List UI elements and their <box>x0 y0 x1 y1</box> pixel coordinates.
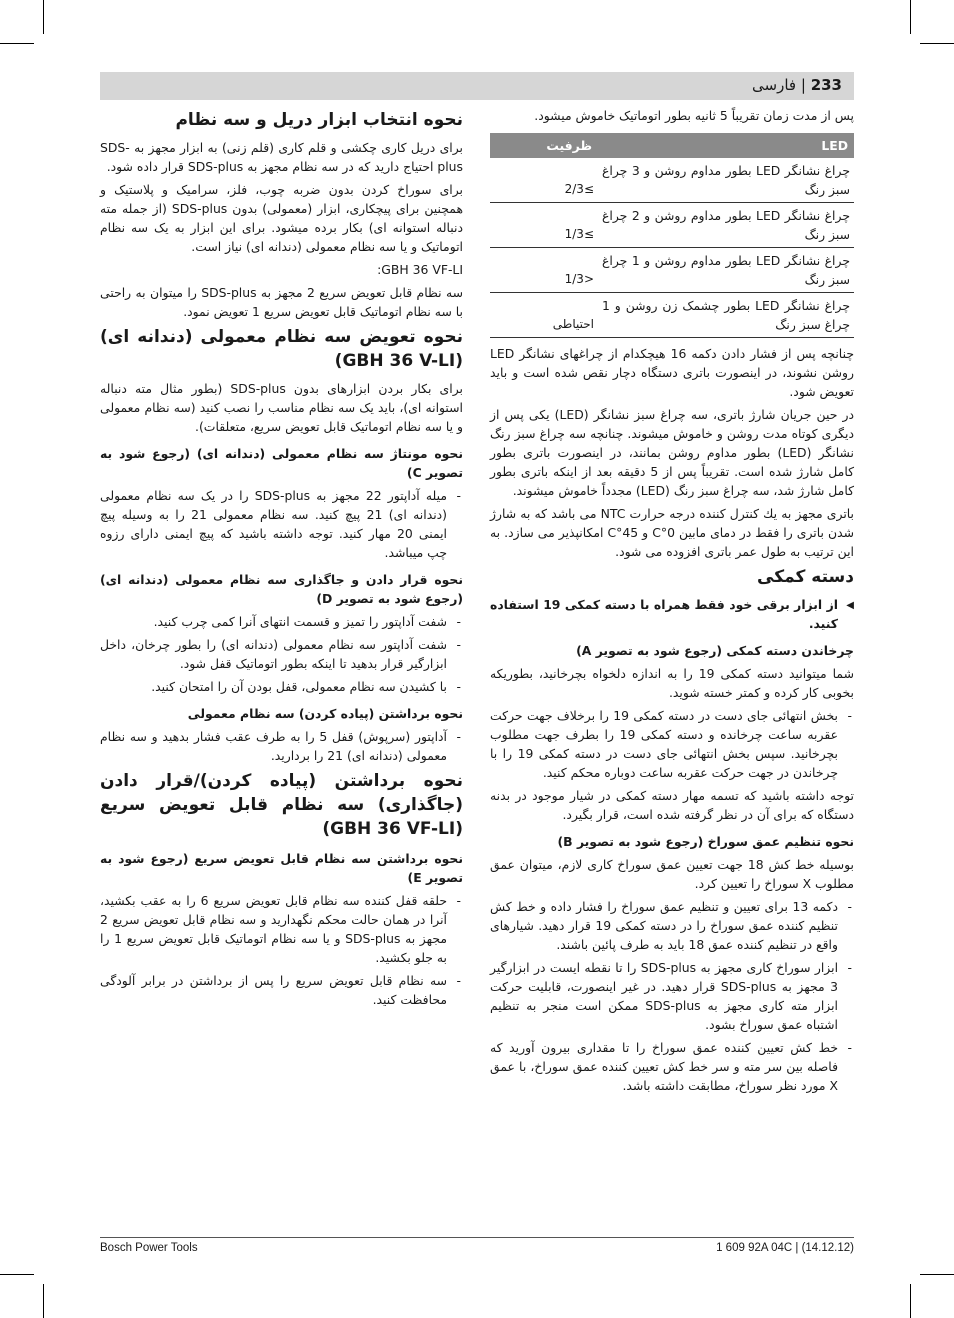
subheading: نحوه برداشتن (پیاده کردن) سه نظام معمولی <box>187 706 463 721</box>
paragraph: سه نظام قابل تعویض سریع 2 مجهز به SDS-plus را میتوان به راحتی با سه نظام اتوماتیک قابل تعویض سریع 1 تعویض نمود. <box>100 285 464 319</box>
section-heading: نحوه انتخاب ابزار دریل و سه نظام <box>175 110 463 130</box>
header-language: فارسی <box>752 76 797 94</box>
crop-mark-tl-v <box>43 0 44 34</box>
list-item: - دکمه 13 برای تعیین و تنظیم عمق سوراخ را فشار داده و خط کش تنظیم کننده عمق سوراخ را در دسته کمکی 19 قرار دهید. شیارهای واقع در تنظیم کننده عمق 18 باید به طرف پائین باشند. <box>490 897 854 954</box>
crop-mark-tr-v <box>910 0 911 34</box>
crop-mark-bl-v <box>43 1284 44 1318</box>
paragraph: برای بکار بردن ابزارهای بدون SDS-plus (بطور مثال مته دنباله استوانه ای)، باید یک سه نظام مناسب را نصب کنید (سه نظام معمولی و یا سه نظام اتوماتیک قابل تعویض سریع، متعلقات). <box>100 381 463 434</box>
list-item: - شفت آداپتور را تمیز و قسمت انتهای آنرا کمی چرب کنید. <box>100 612 463 631</box>
subheading: نحوه تنظیم عمق سوراخ (رجوع شود به تصویر B) <box>557 834 854 849</box>
paragraph: GBH 36 VF-LI: <box>377 262 463 277</box>
section-heading: نحوه برداشتن (پیاده کردن)/قرار دادن (جاگذاری) سه نظام قابل تعویض سریع (GBH 36 VF-LI) <box>100 771 463 839</box>
subheading: چرخاندن دسته کمکی (رجوع شود به تصویر A) <box>576 643 854 658</box>
table-row <box>490 158 854 203</box>
header-bar <box>100 72 854 100</box>
section-heading-auxiliary-handle: دسته کمکی <box>757 567 854 587</box>
table-row <box>490 203 854 248</box>
paragraph: در حین جریان شارژ باتری، سه چراغ سبز نشانگر (LED) یکی پس از دیگری کوتاه مدت روشن و خاموش میشوند. چنانچه سه چراغ سبز رنگ نشانگر (LED) بطور مداوم روشن بمانند، در اینصورت باتری بطور کامل شارژ شده است. تقریباً پس از 5 دقیقه بعد از اینکه باتری بطور کامل شارژ شد، سه چراغ سبز رنگ (LED) مجدداً خاموش میشوند. <box>490 407 854 498</box>
led-capacity-table <box>490 133 854 338</box>
paragraph: چنانچه پس از فشار دادن دکمه 16 هیچکدام از چراغهای نشانگر LED روشن نشوند، در اینصورت باتری دستگاه دچار نقص شده است و باید تعویض شود. <box>490 346 854 399</box>
paragraph: شما میتوانید دسته کمکی 19 را به اندازه دلخواه بچرخانید، بطوریکه بخوبی کار کرده و کمتر خسته شوید. <box>490 666 854 700</box>
footer-rule <box>100 1237 854 1238</box>
subheading: نحوه قرار دادن و جاگذاری سه نظام معمولی (دندانه ای) (رجوع شود به تصویر D) <box>100 572 463 606</box>
footer-doc-number: 1 609 92A 04C | (14.12.12) <box>716 1242 854 1254</box>
footer-brand: Bosch Power Tools <box>100 1242 198 1254</box>
paragraph: برای دریل کاری چکشی و قلم کاری (قلم زنی) به ابزار مجهز به SDS-plus احتیاج دارید که در سه نظام مجهز به SDS-plus قرار داده شود. <box>100 140 463 174</box>
paragraph: پس از مدت زمان تقریباً 5 ثانیه بطور اتوماتیک خاموش میشود. <box>534 108 854 123</box>
table-header-led: LED <box>598 133 854 158</box>
list-item: - آداپتور (سرپوش) قفل 5 را به طرف عقب فشار بدهید و سه نظام معمولی (دندانه ای) 21 را بردارید. <box>100 727 463 765</box>
paragraph: بوسیله خط کش 18 جهت تعیین عمق سوراخ کاری لازم، میتوان عمق مطلوب X سوراخ را تعیین کرد. <box>490 857 854 891</box>
paragraph: باتری مجهز به یك كنترل كننده درجه حرارت NTC می باشد كه به شارژ شدن باتری را فقط در دمای مابين 0°C و 45°C امكانپذیر می سازد. به این ترتیب به طول عمر باتری افزوده می شود. <box>490 506 854 559</box>
right-column <box>490 106 854 1099</box>
left-column <box>100 106 463 1013</box>
capacity-cell: احتیاطی <box>490 293 598 338</box>
table-header-capacity: ظرفیت <box>490 133 598 158</box>
subheading: نحوه برداشتن سه نظام قابل تعویض سریع (رجوع شود به تصویر E) <box>100 851 463 885</box>
paragraph: برای سوراخ کردن بدون ضربه چوب، فلز، سرامیک و پلاستیک و همچنین برای پیچکاری، ابزار (معمولی) بدون SDS-plus (از جمله مته دنباله استوانه ای) بکار برده میشود. برای این ابزار به یک سه نظام اتوماتیک و یا سه نظام معمولی (دندانه ای) نیاز است. <box>100 182 463 254</box>
crop-mark-tr-h <box>920 43 954 44</box>
warning-note: ◀ از ابزار برقی خود فقط همراه با دسته کمکی 19 استفاده کنید. <box>490 595 854 633</box>
list-item: - حلقه قفل کننده سه نظام قابل تعویض سریع 6 را به عقب بکشید، آنرا در همان حالت محکم نگهدارید و سه نظام قابل تعویض سریع 2 مجهز به SDS-plus و یا سه نظام اتوماتیک قابل تعویض سریع 1 را به جلو بکشید. <box>100 891 463 967</box>
table-row <box>490 248 854 293</box>
led-cell: چراغ نشانگر LED بطور مداوم روشن و 2 چراغ سبز رنگ <box>598 203 854 248</box>
paragraph: توجه داشته باشید که تسمه مهار دسته کمکی در شیار موجود در بدنه دستگاه که برای آن در نظر گرفته شده است، قرار بگیرد. <box>490 788 854 822</box>
section-heading: نحوه تعویض سه نظام معمولی (دندانه ای) (GBH 36 V-LI) <box>100 327 463 371</box>
page-header <box>752 76 842 94</box>
list-item: - سه نظام قابل تعویض سریع را پس از برداشتن در برابر آلودگی محافظت کنید. <box>100 971 463 1009</box>
list-item: - بخش انتهائی جای دست در دسته کمکی 19 را برخلاف جهت حرکت عقربه ساعت چرخانده و دسته کمکی 19 را بطرف جهت مطلوب بچرخانید. سپس بخش انتهائی جای دست در دسته کمکی 19 را با چرخاندن در جهت حرکت عقربه ساعت دوباره محکم کنید. <box>490 706 854 782</box>
list-item: - خط کش تعیین کننده عمق سوراخ را تا مقداری بیرون آورید که فاصله بین سر مته و سر خط کش تعیین کننده عمق سوراخ، با عمق X مورد نظر سوراخ، مطابقت داشته باشد. <box>490 1038 854 1095</box>
led-cell: چراغ نشانگر LED بطور مداوم روشن و 1 چراغ سبز رنگ <box>598 248 854 293</box>
subheading: نحوه مونتاژ سه نظام معمولی (دندانه ای) (رجوع شود به تصویر C) <box>100 446 463 480</box>
table-row <box>490 293 854 338</box>
header-separator: | <box>800 76 806 94</box>
page-number: 233 <box>810 76 842 94</box>
list-item: - ابزار سوراخ کاری مجهز به SDS-plus را تا نقطه ایست در ابزارگیر 3 مجهز به SDS-plus قرار دهید. در غیر اینصورت، قابلیت حرکت ابزار مته کاری مجهز به SDS-plus ممکن است منجر به تنظیم اشتباه عمق سوراخ بشود. <box>490 958 854 1034</box>
capacity-cell: ≥1/3 <box>490 203 598 248</box>
crop-mark-br-h <box>920 1274 954 1275</box>
crop-mark-bl-h <box>0 1274 34 1275</box>
capacity-cell: ≥2/3 <box>490 158 598 203</box>
list-item: - میله آداپتور 22 مجهز به SDS-plus را در یک سه نظام معمولی (دندانه ای) 21 پیچ کنید. سه نظام معمولی 21 را به وسیله پیچ ایمنی 20 مهار کنید. توجه داشته باشید که پیچ ایمنی دارای رزوه چپ میباشد. <box>100 486 463 562</box>
led-cell: چراغ نشانگر LED بطور چشمک زن روشن و 1 چراغ سبز رنگ <box>598 293 854 338</box>
led-cell: چراغ نشانگر LED بطور مداوم روشن و 3 چراغ سبز رنگ <box>598 158 854 203</box>
list-item: - شفت آداپتور سه نظام معمولی (دندانه ای) را بطور چرخان، داخل ابزارگیر قرار بدهید تا اینکه بطور اتوماتیک قفل شود. <box>100 635 463 673</box>
crop-mark-br-v <box>910 1284 911 1318</box>
capacity-cell: <1/3 <box>490 248 598 293</box>
list-item: - با کشیدن سه نظام معمولی، قفل بودن آن را امتحان کنید. <box>100 677 463 696</box>
crop-mark-tl-h <box>0 43 34 44</box>
